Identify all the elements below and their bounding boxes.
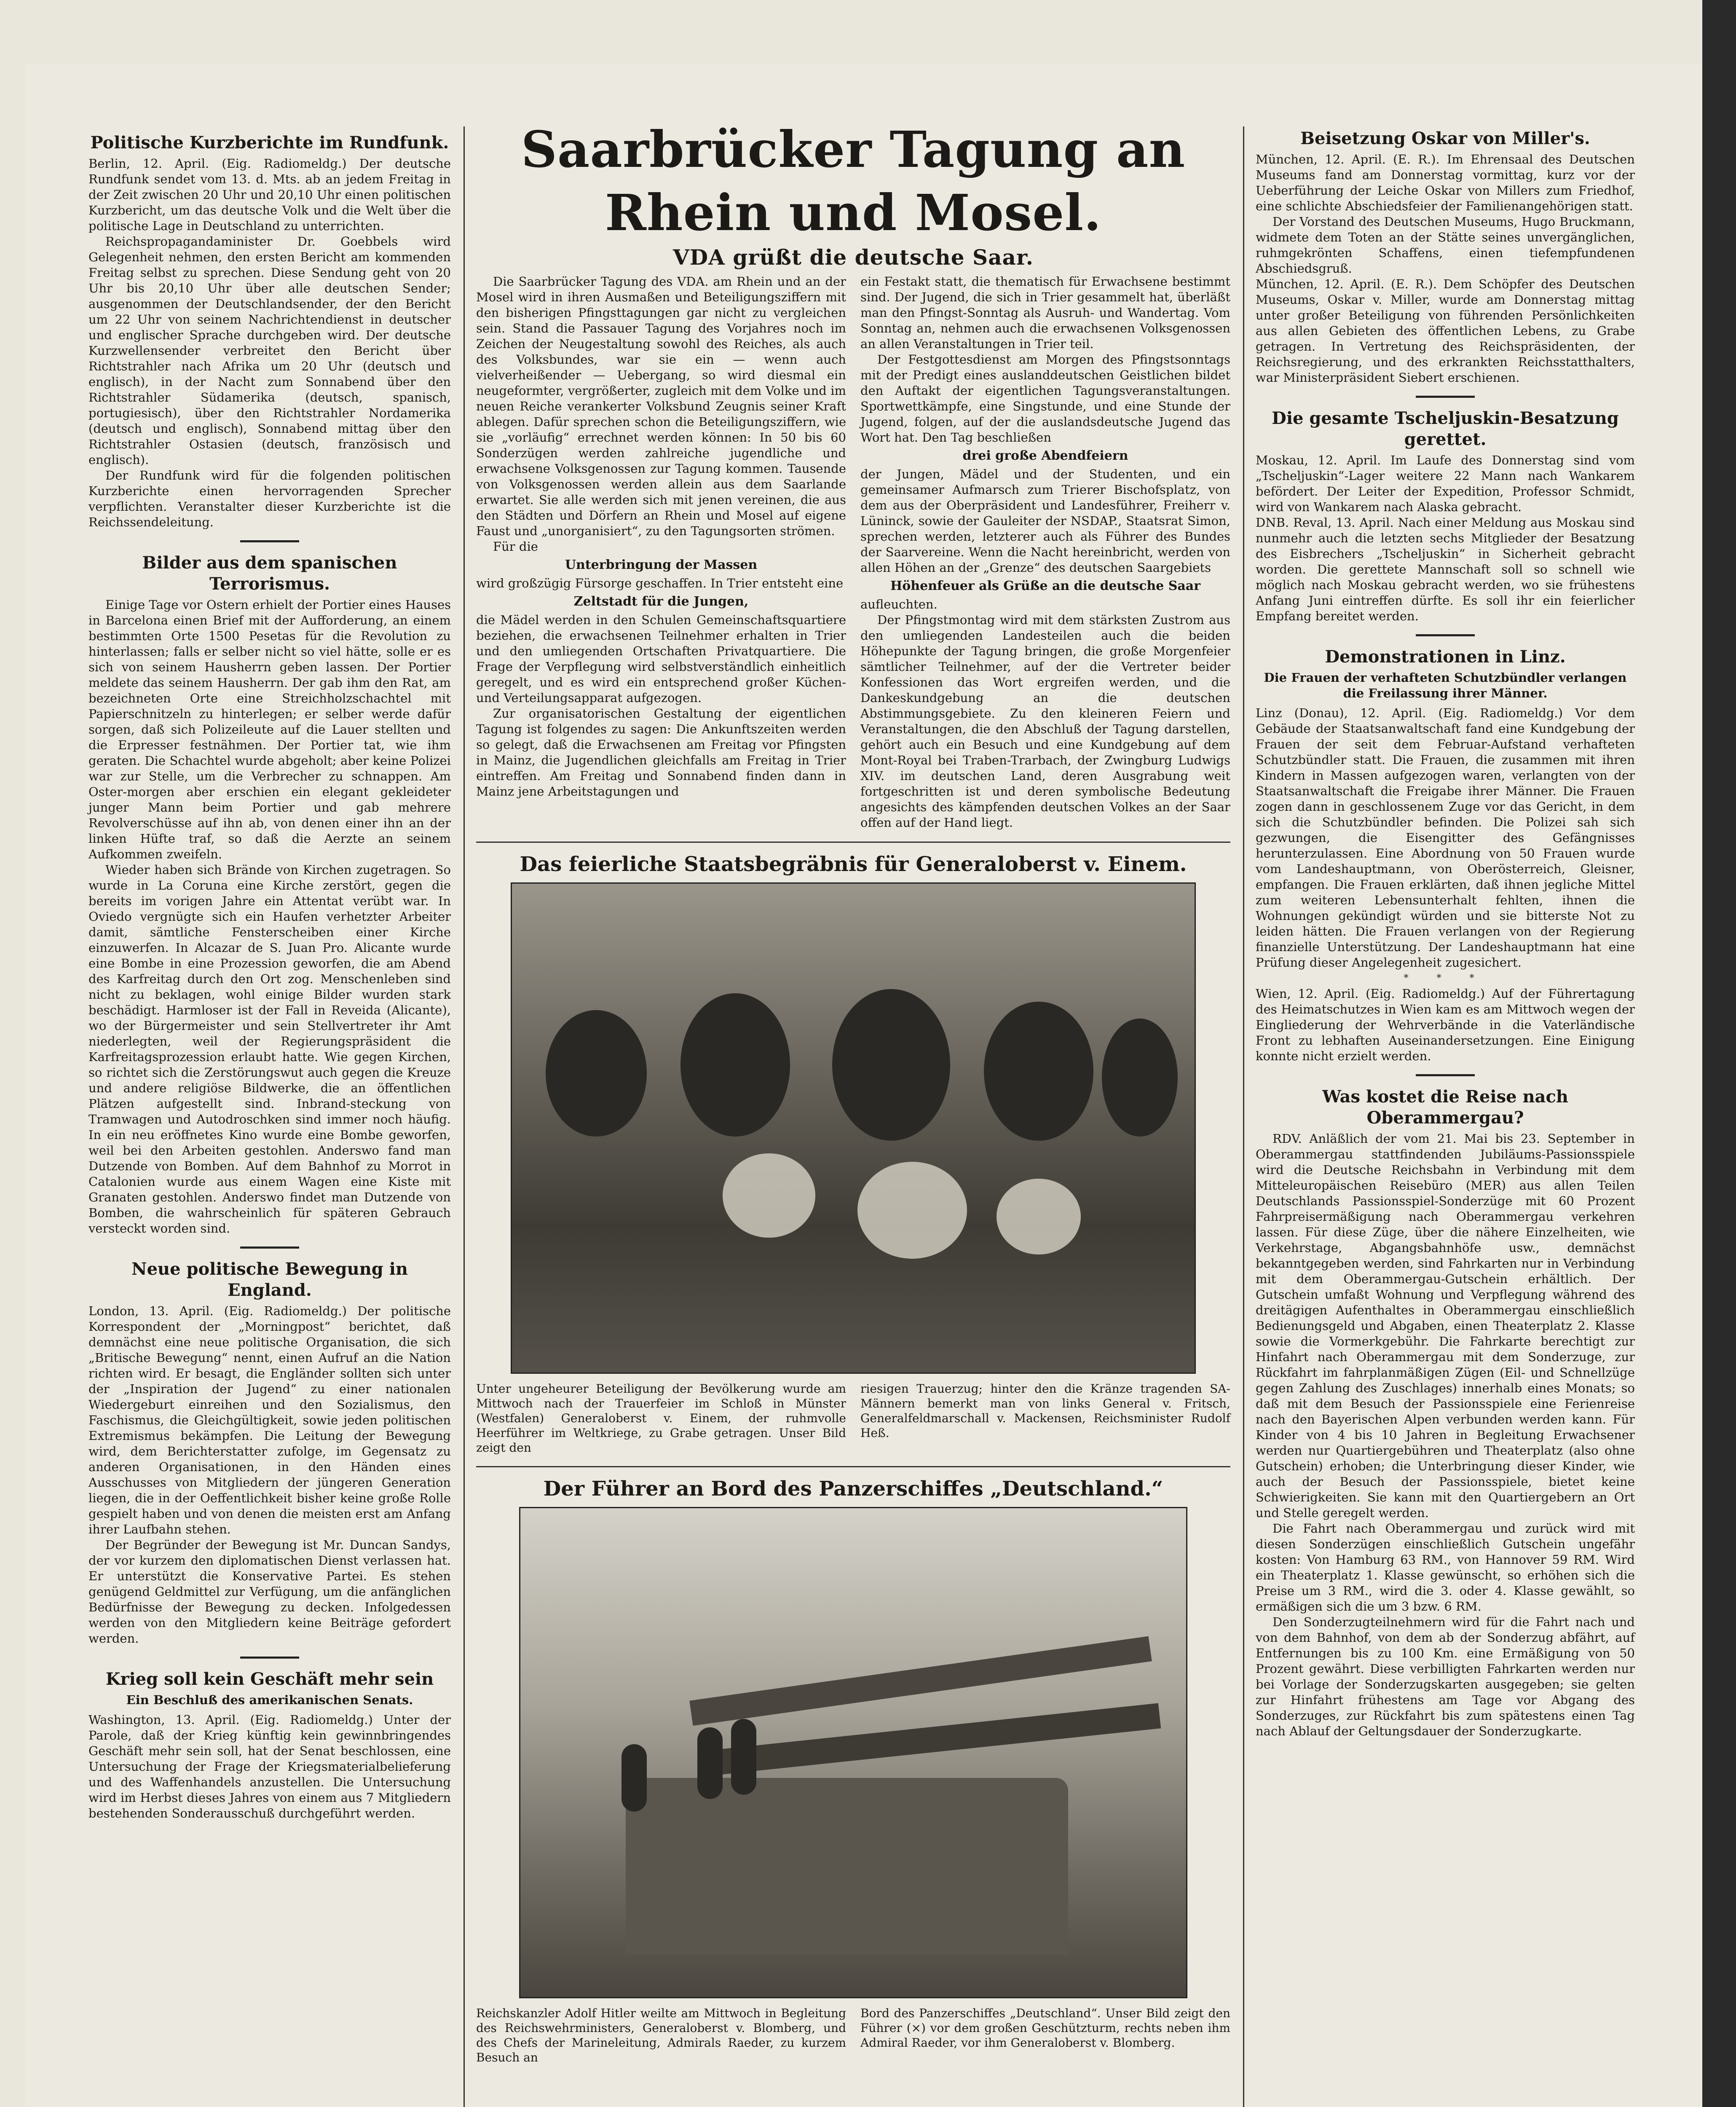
column-rule-left [463, 126, 465, 2107]
article-paragraph: aufleuchten. [860, 597, 938, 611]
article-paragraph: München, 12. April. (E. R.). Dem Schöpfer des Deutschen Museums, Oskar v. Miller, wurde am Donnerstag mittag unter großer Beteiligung von führenden Persönlichkeiten aus allen Gebieten des öffentlichen Lebens, zu Grabe getragen. In Vertretung des Reichspräsidenten, der Reichsregierung, und des erkrankten Reichsstatthalters, war Ministerpräsident Siebert erschienen. [1256, 277, 1635, 385]
article-paragraph: Washington, 13. April. (Eig. Radiomeldg.) Unter der Parole, daß der Krieg künftig kein gewinnbringendes Geschäft mehr sein soll, hat der Senat beschlossen, eine Untersuchung der Frage der Kriegsmaterialbelieferung und des Waffenhandels anzustellen. Die Untersuchung wird im Herbst dieses Jahres von einem aus 7 Mitgliedern bestehenden Sonderausschuß durchgeführt werden. [88, 1713, 451, 1820]
article-paragraph: Für die [493, 539, 538, 554]
article-paragraph: München, 12. April. (E. R.). Im Ehrensaal des Deutschen Museums fand am Donnerstag vormittag, kurz vor der Ueberführung der Leiche Oskar von Millers zum Friedhof, eine schlichte Abschiedsfeier der Familienangehörigen statt. [1256, 152, 1635, 213]
warship-photo [519, 1507, 1187, 1998]
article-paragraph: Der Festgottesdienst am Morgen des Pfingstsonntags mit der Predigt eines auslanddeutschen Geistlichen bildet den Auftakt der eigentlichen Tagungsveranstaltungen. Sportwettkämpfe, eine Singstunde, und eine Stunde der Jugend, folgen, auf der die auslandsdeutsche Jugend das Wort hat. Den Tag beschließen [860, 352, 1230, 445]
scan-edge [1702, 0, 1736, 2107]
column-left [88, 76, 451, 1821]
subheadline: VDA grüßt die deutsche Saar. [672, 245, 1034, 270]
article-paragraph: RDV. Anläßlich der vom 21. Mai bis 23. September in Oberammergau stattfindenden Jubiläums-Passionsspiele wird die Deutsche Reichsbahn in Verbindung mit dem Mitteleuropäischen Reisebüro (MER) aus allen Teilen Deutschlands Passionsspiel-Sonderzüge mit 60 Prozent Fahrpreisermäßigung nach Oberammergau verkehren lassen. Für diese Züge, über die nähere Einzelheiten, wie Verkehrstage, Abgangsbahnhöfe usw., demnächst bekanntgegeben werden, sind Fahrkarten nur in Verbindung mit dem Oberammergau-Gutschein erhältlich. Der Gutschein umfaßt Wohnung und Verpflegung während des dreitägigen Aufenthaltes in Oberammergau einschließlich Bedienungsgeld und Abgaben, einen Theaterplatz 2. Klasse sowie die Vormerkgebühr. Die Fahrkarte berechtigt zur Hinfahrt nach Oberammergau mit dem Sonderzuge, zur Rückfahrt im fahrplanmäßigen Zügen (Eil- und Schnellzüge gegen Zahlung des Zuschlages) innerhalb eines Monats; so daß mit dem Besuch der Passionsspiele eine Ferienreise nach den Bayerischen Alpen verbunden werden kann. Für Kinder von 4 bis 10 Jahren in Begleitung Erwachsener werden nur Quartiergebühren und Theaterplatz (also ohne Gutschein) erhoben; die Unterbringung dieser Kinder, wie auch der Besuch der Passionsspiele, bietet keine Schwierigkeiten. Sie kann mit den Quartiergebern an Ort und Stelle geregelt werden. [1256, 1131, 1635, 1520]
divider [240, 1247, 299, 1249]
divider [1416, 396, 1475, 398]
article-paragraph: ein Festakt statt, die thematisch für Erwachsene bestimmt sind. Der Jugend, die sich in Trier gesammelt hat, überläßt man den Pfingst-Sonntag als Ausruh- und Wandertag. Vom Sonntag an, nehmen auch die erwachsenen Volksgenossen an allen Veranstaltungen in Trier teil. [860, 274, 1230, 351]
article-title: Bilder aus dem spanischen Terrorismus. [142, 553, 397, 594]
article-paragraph: Wien, 12. April. (Eig. Radiomeldg.) Auf der Führertagung des Heimatschutzes in Wien kam es am Mittwoch wegen der Eingliederung der Wehrverbände in die Vaterländische Front zu lebhaften Auseinandersetzungen. Eine Einigung konnte nicht erzielt werden. [1256, 986, 1635, 1063]
article-paragraph: die Mädel werden in den Schulen Gemeinschaftsquartiere beziehen, die erwachsenen Teilnehmer erhalten in Trier und den umliegenden Ortschaften Privatquartiere. Die Frage der Verpflegung wird selbstverständlich einheitlich geregelt, und es wird ein entsprechend großer Küchen- und Verteilungsapparat aufgezogen. [476, 613, 846, 705]
section-heading: Zeltstadt für die Jungen, [573, 594, 749, 609]
section-heading: Höhenfeuer als Grüße an die deutsche Saar [890, 579, 1201, 593]
separator-stars: * * * [1404, 973, 1487, 984]
divider [476, 842, 1230, 843]
headline: Saarbrücker Tagung an Rhein und Mosel. [521, 120, 1186, 242]
article-subtitle: Die Frauen der verhafteten Schutzbündler verlangen die Freilassung ihrer Männer. [1264, 670, 1627, 700]
caption-text: Bord des Panzerschiffes „Deutschland“. Unser Bild zeigt den Führer (×) vor dem großen Geschützturm, rechts neben ihm Admiral Raeder, vor ihm Generaloberst v. Blomberg. [860, 2006, 1230, 2050]
caption-text: riesigen Trauerzug; hinter den die Kränze tragenden SA-Männern bemerkt man von links General v. Fritsch, Generalfeldmarschall v. Mackensen, Reichsminister Rudolf Heß. [860, 1382, 1230, 1440]
article-paragraph: Einige Tage vor Ostern erhielt der Portier eines Hauses in Barcelona einen Brief mit der Aufforderung, an einem bestimmten Orte 1500 Pesetas für die Revolution zu hinterlassen; falls er selber nicht so viel hätte, solle er es sich von seinem Hausherrn geben lassen. Der Portier meldete das seinem Hausherrn. Der gab ihm den Rat, am bezeichneten Orte eine Streichholzschachtel mit Papierschnitzeln zu hinterlegen; er selber werde dafür sorgen, daß sich Polizeileute auf die Lauer stellten und die Erpresser festnähmen. Der Portier tat, wie ihm geraten. Die Schachtel wurde abgeholt; aber keine Polizei war zur Stelle, um die Verbrecher zu schnappen. Am Oster-morgen aber erschien ein elegant gekleideter junger Mann beim Portier und gab mehrere Revolverschüsse auf ihn ab, von denen einer ihn an der linken Hüfte traf, so daß die Aerzte an seinem Aufkommen zweifeln. [88, 598, 451, 861]
photo-caption [476, 1381, 1230, 1455]
section-heading: Unterbringung der Massen [565, 558, 758, 572]
article-paragraph: London, 13. April. (Eig. Radiomeldg.) Der politische Korrespondent der „Morningpost“ berichtet, daß demnächst eine neue politische Organisation, die sich „Britische Bewegung“ nennt, einen Aufruf an die Nation richten wird. Er besagt, die Engländer sollten sich unter der „Inspiration der Jugend“ zu einer nationalen Wiedergeburt einreihen und den Sozialismus, den Faschismus, die Gleichgültigkeit, sowie jeden politischen Extremismus bekämpfen. Die Leitung der Bewegung wird, dem Berichterstatter zufolge, im Gegensatz zu anderen Organisationen, in den Händen eines Ausschusses von Mitgliedern der jüngeren Generation liegen, die in der Oeffentlichkeit bisher keine große Rolle gespielt haben und von denen die meisten erst am Anfang ihrer Laufbahn stehen. [88, 1304, 451, 1536]
lead-article [476, 274, 1230, 831]
article-paragraph: Linz (Donau), 12. April. (Eig. Radiomeldg.) Vor dem Gebäude der Staatsanwaltschaft fand eine Kundgebung der Frauen der seit dem Februar-Aufstand verhafteten Schutzbündler statt. Die Frauen, die zusammen mit ihren Kindern in Massen aufgezogen waren, verlangten von der Staatsanwaltschaft die Freigabe ihrer Männer. Die Frauen zogen dann in geschlossenem Zuge vor das Gericht, in dem sich die Schutzbündler befinden. Die Polizei sah sich gezwungen, die Eisengitter des Gefängnisses herunterzulassen. Eine Abordnung von 50 Frauen wurde vom Landeshauptmann, von Oberösterreich, Gleisner, empfangen. Die Frauen erklärten, daß ihnen jegliche Mittel zum weiteren Lebensunterhalt fehlten, ihnen die Wohnungen gekündigt würden und sie bitterste Not zu leiden hätten. Die Frauen verlangen von der Regierung finanzielle Unterstützung. Der Landeshauptmann hat eine Prüfung dieser Angelegenheit zugesichert. [1256, 706, 1635, 970]
section-heading: drei große Abendfeiern [962, 448, 1128, 463]
article-paragraph: Moskau, 12. April. Im Laufe des Donnerstag sind vom „Tscheljuskin“-Lager weitere 22 Mann nach Wankarem befördert. Der Leiter der Expedition, Professor Schmidt, wird von Wankarem nach Alaska gebracht. [1256, 453, 1635, 514]
divider [240, 540, 299, 542]
caption-text: Reichskanzler Adolf Hitler weilte am Mittwoch in Begleitung des Reichswehrministers, Generaloberst v. Blomberg, und des Chefs der Marineleitung, Admirals Raeder, zu kurzem Besuch an [476, 2006, 846, 2064]
caption-text: Unter ungeheurer Beteiligung der Bevölkerung wurde am Mittwoch nach der Trauerfeier im Schloß in Münster (Westfalen) Generaloberst v. Einem, der ruhmvolle Heerführer im Weltkriege, zu Grabe getragen. Unser Bild zeigt den [476, 1382, 846, 1455]
article-title: Krieg soll kein Geschäft mehr sein [105, 1669, 434, 1689]
article-title: Demonstrationen in Linz. [1325, 647, 1566, 667]
article-paragraph: der Jungen, Mädel und der Studenten, und ein gemeinsamer Aufmarsch zum Trierer Bischofsplatz, von dem aus der Oberpräsident und Landesführer, Freiherr v. Lüninck, sowie der Gauleiter der NSDAP., Staatsrat Simon, sprechen werden, letzterer auch als Führer des Bundes der Saarvereine. Wenn die Nacht hereinbricht, werden von allen Höhen an der „Grenze“ des deutschen Saargebiets [860, 467, 1230, 575]
funeral-photo [511, 882, 1196, 1374]
article-subtitle: Ein Beschluß des amerikanischen Senats. [126, 1693, 413, 1707]
article-paragraph: Der Vorstand des Deutschen Museums, Hugo Bruckmann, widmete dem Toten an der Stätte seines unvergänglichen, ruhmgekrönten Schaffens, einen tiefempfundenen Abschiedsgruß. [1256, 214, 1635, 276]
column-right [1256, 76, 1635, 1739]
article-title: Die gesamte Tscheljuskin-Besatzung gerettet. [1272, 408, 1619, 449]
article-title: Politische Kurzberichte im Rundfunk. [90, 133, 449, 153]
article-paragraph: wird großzügig Fürsorge geschaffen. In Trier entsteht eine [476, 576, 844, 590]
photo-title: Der Führer an Bord des Panzerschiffes „Deutschland.“ [543, 1477, 1163, 1501]
article-paragraph: Zur organisatorischen Gestaltung der eigentlichen Tagung ist folgendes zu sagen: Die Ankunftszeiten werden so gelegt, daß die Erwachsenen am Freitag vor Pfingsten in Mainz, die Jugendlichen gleichfalls am Freitag in Trier eintreffen. Am Freitag und Sonnabend finden dann in Mainz jene Arbeitstagungen und [476, 706, 846, 799]
column-center [476, 76, 1230, 2065]
column-rule-right [1243, 126, 1244, 2107]
article-paragraph: Der Pfingstmontag wird mit dem stärksten Zustrom aus den umliegenden Landesteilen auch die beiden Höhepunkte der Tagung bringen, die große Morgenfeier sämtlicher Teilnehmer, auf der die Vertreter beider Konfessionen das Wort ergreifen werden, und die Dankeskundgebung an die deutschen Abstimmungsgebiete. Zu den kleineren Feiern und Veranstaltungen, die den Abschluß der Tagung darstellen, gehört auch ein Besuch und eine Kundgebung auf dem Mont-Royal bei Traben-Trarbach, der Zwingburg Ludwigs XIV. im deutschen Land, deren Ausgrabung weit fortgeschritten ist und deren symbolische Bedeutung angesichts des kämpfenden deutschen Volkes an der Saar offen auf der Hand liegt. [860, 613, 1230, 830]
divider [240, 1657, 299, 1659]
divider [1416, 634, 1475, 636]
article-paragraph: Reichspropagandaminister Dr. Goebbels wird Gelegenheit nehmen, den ersten Bericht am kommenden Freitag selbst zu sprechen. Diese Sendung geht von 20 Uhr bis 20,10 Uhr über alle deutschen Sender; ausgenommen der Deutschlandsender, der den Bericht um 22 Uhr von seinem Nachrichtendienst in deutscher und englischer Sprache durchgeben wird. Der deutsche Kurzwellensender verbreitet den Bericht über Richtstrahler nach Afrika um 20 Uhr (deutsch und englisch), in der Nacht zum Sonnabend über den Richtstrahler Südamerika (deutsch, spanisch, portugiesisch), über den Richtstrahler Nordamerika (deutsch und englisch), Sonnabend mittag über den Richtstrahler Ostasien (deutsch, französisch und englisch). [88, 234, 451, 467]
article-title: Neue politische Bewegung in England. [131, 1259, 408, 1300]
article-paragraph: Der Rundfunk wird für die folgenden politischen Kurzberichte einen hervorragenden Sprecher verpflichten. Veranstalter dieser Kurzberichte ist die Reichssendeleitung. [88, 468, 451, 529]
article-paragraph: Die Fahrt nach Oberammergau und zurück wird mit diesen Sonderzügen einschließlich Gutschein ungefähr kosten: Von Hamburg 63 RM., von Hannover 59 RM. Wird ein Theaterplatz 1. Klasse gewünscht, so erhöhen sich die Preise um 3 RM., wird die 3. oder 4. Klasse gewählt, so ermäßigen sich die um 3 bzw. 6 RM. [1256, 1521, 1635, 1614]
article-title: Was kostet die Reise nach Oberammergau? [1322, 1087, 1568, 1128]
article-paragraph: Den Sonderzugteilnehmern wird für die Fahrt nach und von dem Bahnhof, von dem ab der Sonderzug abfährt, auf Entfernungen bis zu 100 Km. eine Ermäßigung von 50 Prozent gewährt. Diese verbilligten Fahrkarten werden nur bei Vorlage der Sonderzugskarten ausgegeben; sie gelten zur Hinfahrt frühestens am Tage vor Abgang des Sonderzuges, zur Rückfahrt bis zum spätestens einen Tag nach Ablauf der Geltungsdauer der Sonderzugkarte. [1256, 1615, 1635, 1738]
photo-title: Das feierliche Staatsbegräbnis für Generaloberst v. Einem. [520, 852, 1187, 876]
article-paragraph: Wieder haben sich Brände von Kirchen zugetragen. So wurde in La Coruna eine Kirche zerstört, gegen die bereits im vorigen Jahre ein Attentat verübt war. In Oviedo vergnügte sich ein Haufen verhetzter Arbeiter damit, sämtliche Fensterscheiben einer Kirche einzuwerfen. In Alcazar de S. Juan Pro. Alicante wurde eine Bombe in eine Prozession geworfen, die am Abend des Karfreitag durch den Ort zog. Menschenleben sind nicht zu beklagen, wohl einige Bilder wurden stark beschädigt. Harmloser ist der Fall in Reveida (Alicante), wo der Bürgermeister und sein Stellvertreter ihr Amt niederlegten, weil der Regierungspräsident die Karfreitagsprozession erlaubt hatte. Wie gegen Kirchen, so richtet sich die Zerstörungswut auch gegen die Kreuze und andere religiöse Bildwerke, die an öffentlichen Plätzen aufgestellt sind. Inbrand-steckung von Tramwagen und Autodroschken sind immer noch häufig. In ein neu eröffnetes Kino wurde eine Bombe geworfen, weil bei den Arbeiten gestohlen. Anderswo fand man Dutzende von Bomben. Auf dem Bahnhof zu Morrot in Catalonien wurde aus einem Wagen eine Kiste mit Granaten gestohlen. Anderswo findet man Dutzende von Bomben, die wahrscheinlich für späteren Gebrauch versteckt worden sind. [88, 863, 451, 1236]
article-paragraph: Der Begründer der Bewegung ist Mr. Duncan Sandys, der vor kurzem den diplomatischen Dienst verlassen hat. Er unterstützt die Konservative Partei. Es stehen genügend Geldmittel zur Verfügung, um die anfänglichen Bedürfnisse der Bewegung zu decken. Infolgedessen werden von den Mitgliedern keine Beiträge gefordert werden. [88, 1538, 451, 1646]
photo-caption [476, 2006, 1230, 2065]
article-paragraph: Die Saarbrücker Tagung des VDA. am Rhein und an der Mosel wird in ihren Ausmaßen und Beteiligungsziffern mit den bisherigen Pfingsttagungen gar nicht zu vergleichen sein. Stand die Passauer Tagung des Vorjahres noch im Zeichen der Neugestaltung sowohl des Reiches, als auch des Volksbundes, war sie ein — wenn auch vielverheißender — Uebergang, so wird diesmal ein neugeformter, vergrößerter, zugleich mit dem Volke und im neuen Reiche verankerter Volksbund Zeugnis seiner Kraft ablegen. Dafür sprechen schon die Beteiligungsziffern, wie sie „vorläufig“ errechnet werden können: In 50 bis 60 Sonderzügen werden zahlreiche jugendliche und erwachsene Volksgenossen zur Tagung kommen. Tausende von Volksgenossen werden allein aus dem Saarlande erwartet. Sie alle werden sich mit jenen vereinen, die aus den Städten und Dörfern an Rhein und Mosel auf eigene Faust und „unorganisiert“, zu den Tagungsorten strömen. [476, 274, 846, 538]
article-title: Beisetzung Oskar von Miller's. [1300, 129, 1590, 148]
article-paragraph: DNB. Reval, 13. April. Nach einer Meldung aus Moskau sind nunmehr auch die letzten sechs Mitglieder der Besatzung des Eisbrechers „Tscheljuskin“ in Sicherheit gebracht worden. Die gerettete Mannschaft soll so schnell wie möglich nach Moskau gebracht werden, wo sie frühestens Anfang Juni eintreffen dürfte. Es soll ihr ein feierlicher Empfang bereitet werden. [1256, 515, 1635, 623]
divider [1416, 1074, 1475, 1076]
divider [476, 1466, 1230, 1467]
article-paragraph: Berlin, 12. April. (Eig. Radiomeldg.) Der deutsche Rundfunk sendet vom 13. d. Mts. ab an jedem Freitag in der Zeit zwischen 20 Uhr und 20,10 Uhr einen politischen Kurzbericht, um das deutsche Volk und die Welt über die politische Lage in Deutschland zu unterrichten. [88, 156, 451, 233]
